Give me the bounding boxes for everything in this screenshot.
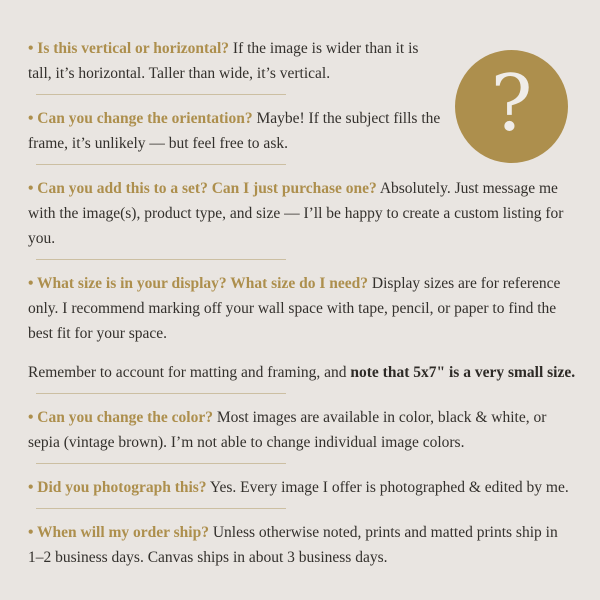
note-bold-text: note that 5x7" is a very small size. <box>350 364 576 381</box>
faq-note-size-warning <box>28 360 576 385</box>
faq-answer: If the image is wider than it is tall, it’s horizontal. Taller than wide, it’s vertical. <box>28 40 419 82</box>
faq-item-photograph <box>28 475 576 500</box>
faq-item-color-change <box>28 405 576 455</box>
faq-question: • Is this vertical or horizontal? <box>28 40 230 57</box>
faq-item-display-size <box>28 271 576 346</box>
faq-answer: Display sizes are for reference only. I recommend marking off your wall space with tape, pencil, or paper to find the best fit for your space. <box>28 275 561 342</box>
faq-question: • Can you change the orientation? <box>28 110 253 127</box>
faq-answer: Maybe! If the subject fills the frame, it’s unlikely — but feel free to ask. <box>28 110 441 152</box>
faq-content <box>28 36 576 570</box>
faq-question: • What size is in your display? What size do I need? <box>28 275 369 292</box>
faq-item-orientation <box>28 106 576 156</box>
faq-answer: Yes. Every image I offer is photographed & edited by me. <box>209 479 569 496</box>
section-divider <box>36 508 286 509</box>
section-divider <box>36 94 286 95</box>
faq-question: • Did you photograph this? <box>28 479 207 496</box>
section-divider <box>36 164 286 165</box>
section-divider <box>36 463 286 464</box>
faq-question: • When will my order ship? <box>28 524 209 541</box>
faq-answer: Most images are available in color, black & white, or sepia (vintage brown). I’m not able to change individual image colors. <box>28 409 547 451</box>
faq-question: • Can you change the color? <box>28 409 213 426</box>
faq-answer: Absolutely. Just message me with the image(s), product type, and size — I’ll be happy to create a custom listing for you. <box>28 180 564 247</box>
section-divider <box>36 259 286 260</box>
faq-question: • Can you add this to a set? Can I just purchase one? <box>28 180 377 197</box>
question-mark-icon: ? <box>490 58 533 149</box>
faq-item-set-purchase <box>28 176 576 251</box>
faq-item-shipping <box>28 520 576 570</box>
faq-answer: Unless otherwise noted, prints and matted prints ship in 1–2 business days. Canvas ships in about 3 business days. <box>28 524 558 566</box>
note-text: Remember to account for matting and framing, and <box>28 364 351 381</box>
faq-item-vertical-horizontal <box>28 36 576 86</box>
section-divider <box>36 393 286 394</box>
